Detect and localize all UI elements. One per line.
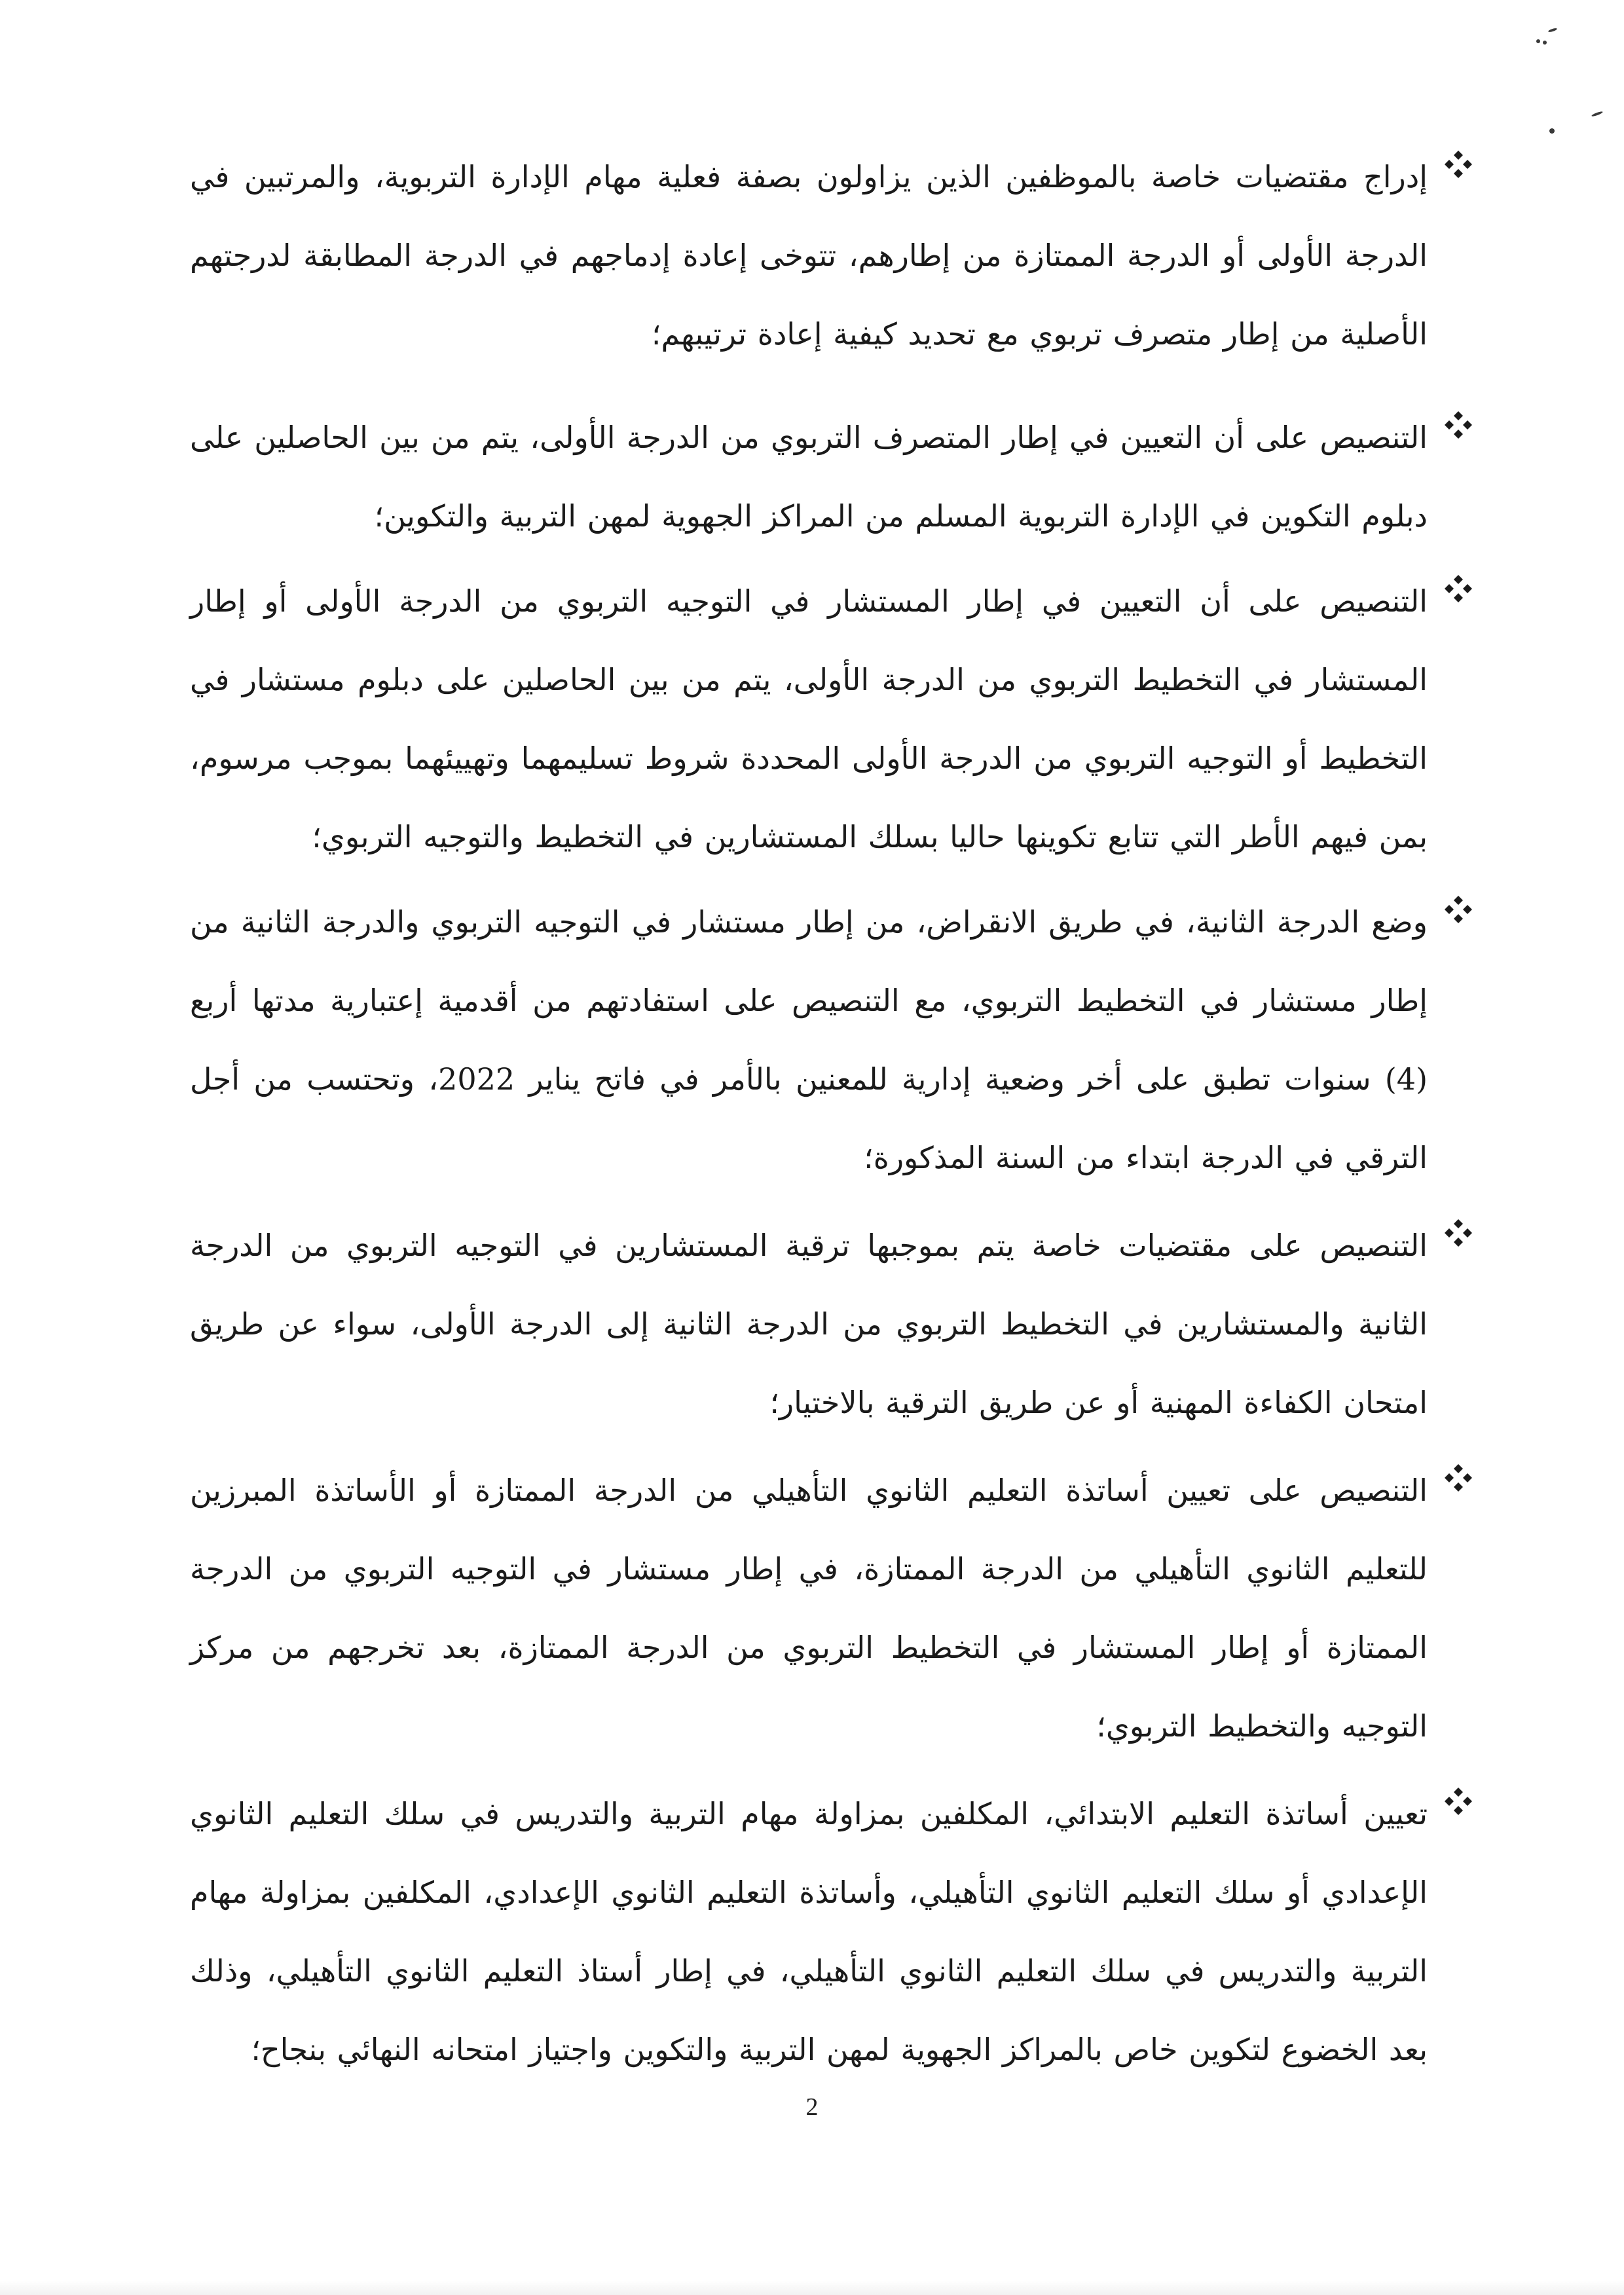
four-diamond-bullet-icon (1443, 574, 1473, 604)
bullet-item (190, 398, 1428, 555)
bullet-text: التنصيص على أن التعيين في إطار المستشار في التوجيه التربوي من الدرجة الأولى أو إطار المستشار في التخطيط التربوي من الدرجة الأولى، يتم من بين الحاصلين على دبلوم مستشار في التخطيط أو التوجيه التربوي من الدرجة الأولى المحددة شروط تسليمهما وتهييئهما بموجب مرسوم، بمن فيهم الأطر التي تتابع تكوينها حاليا بسلك المستشارين في التخطيط والتوجيه التربوي؛ (190, 583, 1428, 854)
bullet-text: إدراج مقتضيات خاصة بالموظفين الذين يزاولون بصفة فعلية مهام الإدارة التربوية، والمرتبين في الدرجة الأولى أو الدرجة الممتازة من إطارهم، تتوخى إعادة إدماجهم في الدرجة المطابقة لدرجتهم الأصلية من إطار متصرف تربوي مع تحديد كيفية إعادة ترتيبهم؛ (190, 159, 1428, 352)
bullet-text: التنصيص على مقتضيات خاصة يتم بموجبها ترقية المستشارين في التوجيه التربوي من الدرجة الثانية والمستشارين في التخطيط التربوي من الدرجة الثانية إلى الدرجة الأولى، سواء عن طريق امتحان الكفاءة المهنية أو عن طريق الترقية بالاختيار؛ (190, 1228, 1428, 1420)
bullet-item (190, 883, 1428, 1197)
four-diamond-bullet-icon (1443, 1463, 1473, 1493)
bullet-text: التنصيص على تعيين أساتذة التعليم الثانوي التأهيلي من الدرجة الممتازة أو الأساتذة المبرزين للتعليم الثانوي التأهيلي من الدرجة الممتازة، في إطار مستشار في التوجيه التربوي من الدرجة الممتازة أو إطار المستشار في التخطيط التربوي من الدرجة الممتازة، بعد تخرجهم من مركز التوجيه والتخطيط التربوي؛ (190, 1473, 1428, 1744)
bullet-item (190, 1206, 1428, 1442)
four-diamond-bullet-icon (1443, 894, 1473, 925)
four-diamond-bullet-icon (1443, 1218, 1473, 1248)
bullet-item (190, 1774, 1428, 2089)
scan-speck (1548, 28, 1558, 33)
bullet-text: وضع الدرجة الثانية، في طريق الانقراض، من إطار مستشار في التوجيه التربوي والدرجة الثانية من إطار مستشار في التخطيط التربوي، مع التنصيص على استفادتهم من أقدمية إعتبارية مدتها أربع (4) سنوات تطبق على أخر وضعية إدارية للمعنين بالأمر في فاتح يناير 2022، وتحتسب من أجل الترقي في الدرجة ابتداء من السنة المذكورة؛ (190, 904, 1428, 1175)
four-diamond-bullet-icon (1443, 410, 1473, 440)
page-number: 2 (805, 2093, 819, 2121)
bullet-list (190, 138, 1428, 2089)
four-diamond-bullet-icon (1443, 1786, 1473, 1816)
bullet-item (190, 1451, 1428, 1765)
scan-bottom-edge (0, 2281, 1624, 2295)
scan-speck (1543, 41, 1547, 45)
four-diamond-bullet-icon (1443, 149, 1473, 179)
scan-speck (1549, 128, 1555, 134)
bullet-text: تعيين أساتذة التعليم الابتدائي، المكلفين بمزاولة مهام التربية والتدريس في سلك التعليم الثانوي الإعدادي أو سلك التعليم الثانوي التأهيلي، وأساتذة التعليم الثانوي الإعدادي، المكلفين بمزاولة مهام التربية والتدريس في سلك التعليم الثانوي التأهيلي، في إطار أستاذ التعليم الثانوي التأهيلي، وذلك بعد الخضوع لتكوين خاص بالمراكز الجهوية لمهن التربية والتكوين واجتياز امتحانه النهائي بنجاح؛ (190, 1796, 1428, 2067)
bullet-text: التنصيص على أن التعيين في إطار المتصرف التربوي من الدرجة الأولى، يتم من بين الحاصلين على دبلوم التكوين في الإدارة التربوية المسلم من المراكز الجهوية لمهن التربية والتكوين؛ (190, 420, 1428, 534)
bullet-item (190, 138, 1428, 373)
scan-speck (1591, 111, 1603, 117)
scan-speck (1536, 39, 1540, 43)
bullet-item (190, 562, 1428, 876)
